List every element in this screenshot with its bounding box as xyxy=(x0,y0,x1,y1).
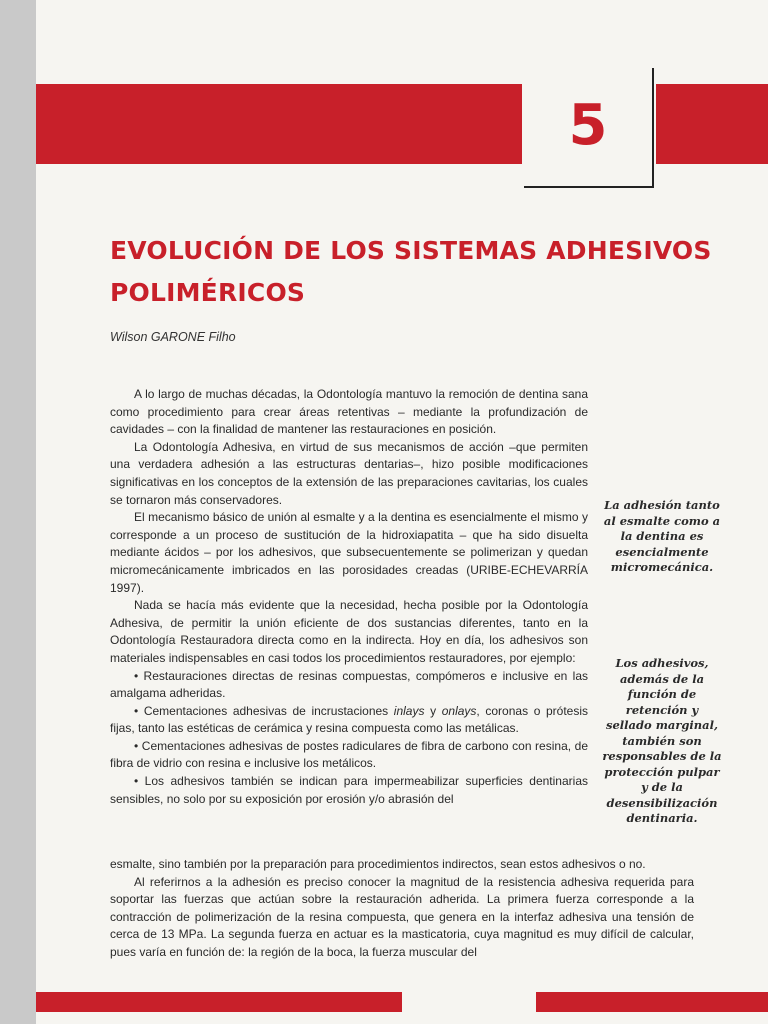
chapter-title-line2: POLIMÉRICOS xyxy=(110,278,306,307)
chapter-box-border-vertical xyxy=(652,68,654,188)
bullet-2-mid: y xyxy=(424,703,442,718)
bullet-2 xyxy=(110,703,588,738)
bullet-4-continuation: esmalte, sino también por la preparación para procedimientos indirectos, sean estos adhesivos o no. xyxy=(110,857,646,871)
paragraph-3: El mecanismo básico de unión al esmalte y a la dentina es esencialmente el mismo y corresponde a un proceso de sustitución de la hidroxiapatita – que ha sido disuelta mediante ácidos – por los adhesivos, que subsecuentemente se polimerizan y quedan micromecánicamente imbricados en las porosidades creadas (URIBE-ECHEVARRÍA 1997). xyxy=(110,510,588,595)
chapter-box-border-horizontal xyxy=(524,186,654,188)
bullet-2-pre: • Cementaciones adhesivas de incrustaciones xyxy=(134,703,394,718)
author-name: Wilson GARONE Filho xyxy=(110,330,236,344)
paragraph-4: Nada se hacía más evidente que la necesidad, hecha posible por la Odontología Adhesiva, de permitir la unión eficiente de dos sustancias diferentes, tanto en la Odontología Restauradora directa como en la indirecta. Hoy en día, los adhesivos son materiales indispensables en casi todos los procedimientos restauradores, por ejemplo: xyxy=(110,598,588,665)
paragraph-2: La Odontología Adhesiva, en virtud de sus mecanismos de acción –que permiten una verdadera adhesión a las estructuras dentarias–, hizo posible modificaciones significativas en los conceptos de la extensión de las preparaciones cavitarias, los cuales se tornaron más conservadores. xyxy=(110,439,588,507)
bullet-3: • Cementaciones adhesivas de postes radiculares de fibra de carbono con resina, de fibra de vidrio con resina e inclusive los metálicos. xyxy=(110,738,588,771)
footer-red-band-right xyxy=(536,992,768,1012)
paragraph-1: A lo largo de muchas décadas, la Odontología mantuvo la remoción de dentina sana como procedimiento para crear áreas retentivas – mediante la profundización de cavidades – con la finalidad de mantener las restauraciones en posición. xyxy=(110,387,588,437)
chapter-title xyxy=(110,230,730,314)
bullet-2-post: , coronas o prótesis fijas, tanto las estéticas de cerámica y resina compuesta como las metálicas. xyxy=(110,703,589,736)
footer-red-band-left xyxy=(36,992,402,1012)
document-page xyxy=(36,0,768,1024)
body-wide-column xyxy=(110,856,694,962)
header-red-band xyxy=(36,84,522,164)
paragraph-5: Al referirnos a la adhesión es preciso conocer la magnitud de la resistencia adhesiva requerida para soportar las fuerzas que actúan sobre la restauración adherida. La primera fuerza corresponde a la contracción de polimerización de la resina compuesta, que genera en la interfaz adhesiva una tensión de cerca de 13 MPa. La segunda fuerza en actuar es la masticatoria, cuya magnitud es muy difícil de calcular, pues varía en función de: la región de la boca, la fuerza muscular del xyxy=(110,874,694,959)
bullet-4: • Los adhesivos también se indican para impermeabilizar superficies dentinarias sensibles, no solo por su exposición por erosión y/o abrasión del xyxy=(110,774,588,806)
margin-note-2: Los adhesivos, además de la función de retención y sellado marginal, también son responsables de la protección pulpar y de la desensibilización dentinaria. xyxy=(602,656,722,825)
chapter-title-line1: EVOLUCIÓN DE LOS SISTEMAS ADHESIVOS xyxy=(110,236,712,265)
bullet-2-inlays: inlays xyxy=(393,703,425,718)
bullet-1: • Restauraciones directas de resinas compuestas, compómeros e inclusive en las amalgama adheridas. xyxy=(110,668,588,701)
bullet-2-onlays: onlays xyxy=(441,703,477,718)
margin-note-1: La adhesión tanto al esmalte como a la dentina es esencialmente micromecánica. xyxy=(603,498,721,574)
header-red-band-right xyxy=(656,84,768,164)
body-column xyxy=(110,386,588,808)
chapter-number: 5 xyxy=(568,92,608,158)
